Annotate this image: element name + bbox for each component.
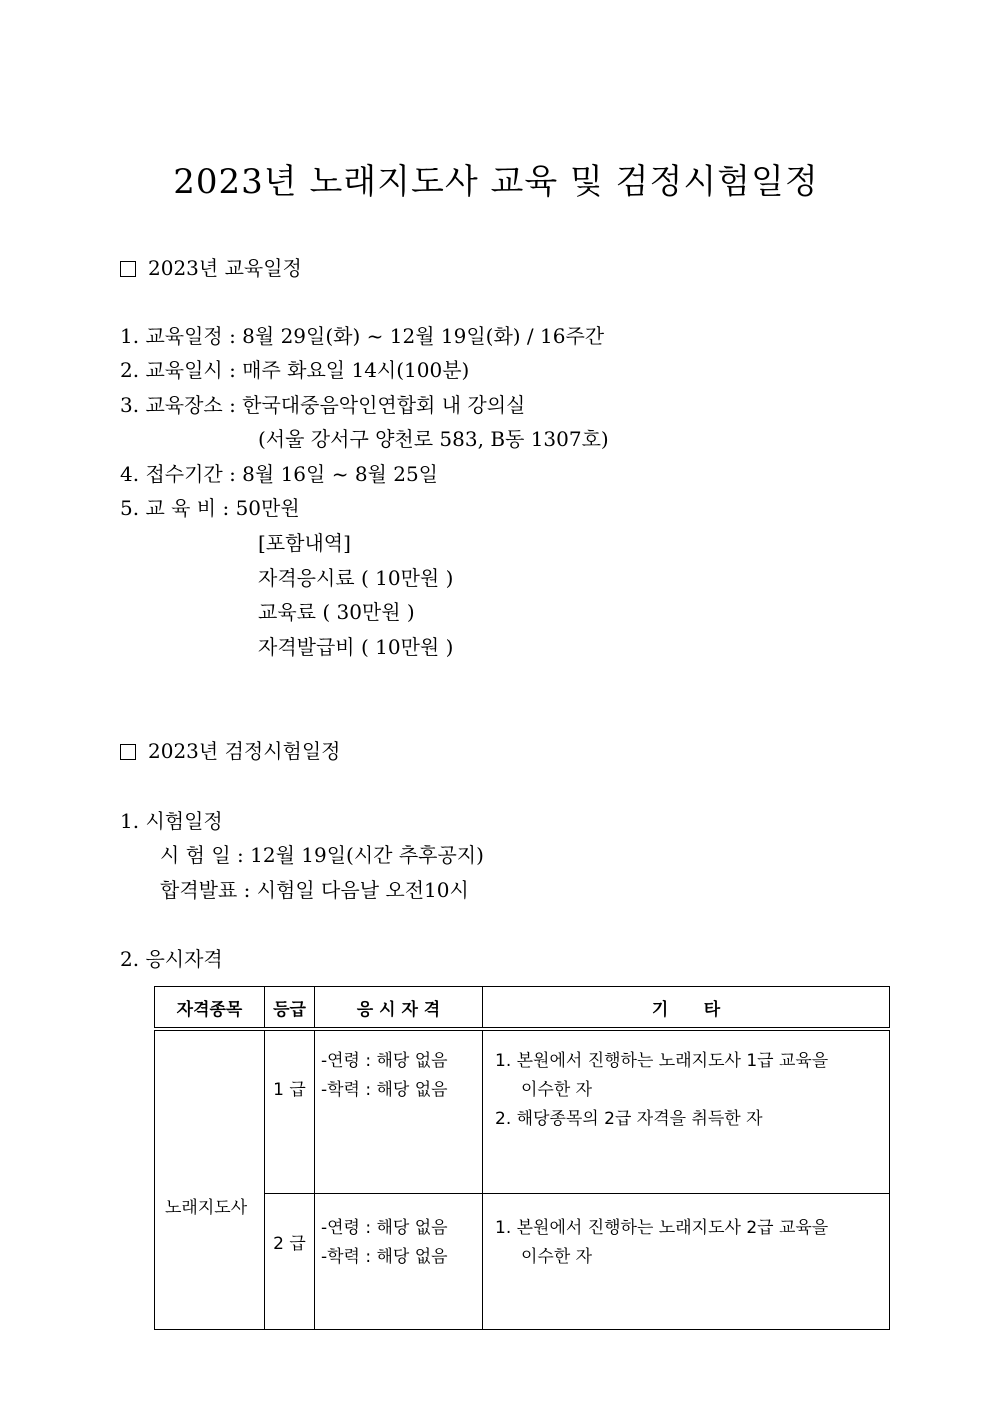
education-heading: [120, 254, 302, 282]
exam-heading: [120, 737, 341, 765]
qualification-title: 2. 응시자격: [120, 947, 223, 971]
edu-place: 3. 교육장소 : 한국대중음악인연합회 내 강의실: [120, 393, 526, 417]
table-row: [155, 1029, 890, 1194]
type-cell: 노래지도사: [155, 1029, 265, 1330]
exam-schedule-title: 1. 시험일정: [120, 809, 223, 833]
checkbox-square-icon: [120, 261, 136, 277]
exam-heading-text: 2023년 검정시험일정: [148, 739, 341, 763]
header-type: 자격종목: [155, 987, 265, 1030]
education-heading-text: 2023년 교육일정: [148, 256, 302, 280]
fee-includes: [포함내역]: [258, 531, 351, 555]
header-grade: 등급: [265, 987, 315, 1030]
checkbox-square-icon: [120, 744, 136, 760]
exam-date: 시 험 일 : 12월 19일(시간 추후공지): [160, 843, 484, 867]
qual-age: -연령 : 해당 없음: [321, 1051, 448, 1071]
edu-schedule: 1. 교육일정 : 8월 29일(화) ~ 12월 19일(화) / 16주간: [120, 324, 605, 348]
grade-cell: 2 급: [265, 1194, 315, 1330]
etc-cell: [483, 1029, 890, 1194]
qual-age: -연령 : 해당 없음: [321, 1218, 448, 1238]
qualification-cell: [315, 1029, 483, 1194]
edu-fee: 5. 교 육 비 : 50만원: [120, 496, 300, 520]
etc-item: 2. 해당종목의 2급 자격을 취득한 자: [495, 1109, 763, 1129]
edu-time: 2. 교육일시 : 매주 화요일 14시(100분): [120, 358, 470, 382]
qual-education: -학력 : 해당 없음: [321, 1247, 448, 1267]
grade-cell: 1 급: [265, 1029, 315, 1194]
document-title: 2023년 노래지도사 교육 및 검정시험일정: [173, 162, 819, 202]
etc-item-continued: 이수한 자: [521, 1247, 593, 1267]
fee-tuition: 교육료 ( 30만원 ): [258, 600, 415, 624]
etc-item: 1. 본원에서 진행하는 노래지도사 2급 교육을: [495, 1218, 829, 1238]
edu-address: (서울 강서구 양천로 583, B동 1307호): [258, 427, 609, 451]
fee-exam: 자격응시료 ( 10만원 ): [258, 566, 454, 590]
edu-registration: 4. 접수기간 : 8월 16일 ~ 8월 25일: [120, 462, 438, 486]
etc-item: 1. 본원에서 진행하는 노래지도사 1급 교육을: [495, 1051, 829, 1071]
header-etc: 기 타: [483, 987, 890, 1030]
table-header-row: [155, 987, 890, 1030]
etc-cell: [483, 1194, 890, 1330]
result-date: 합격발표 : 시험일 다음날 오전10시: [160, 878, 469, 902]
qualification-table: [154, 986, 890, 1330]
etc-item-continued: 이수한 자: [521, 1080, 593, 1100]
header-qualification: 응 시 자 격: [315, 987, 483, 1030]
table-row: [155, 1194, 890, 1330]
fee-certificate: 자격발급비 ( 10만원 ): [258, 635, 454, 659]
qual-education: -학력 : 해당 없음: [321, 1080, 448, 1100]
qualification-cell: [315, 1194, 483, 1330]
